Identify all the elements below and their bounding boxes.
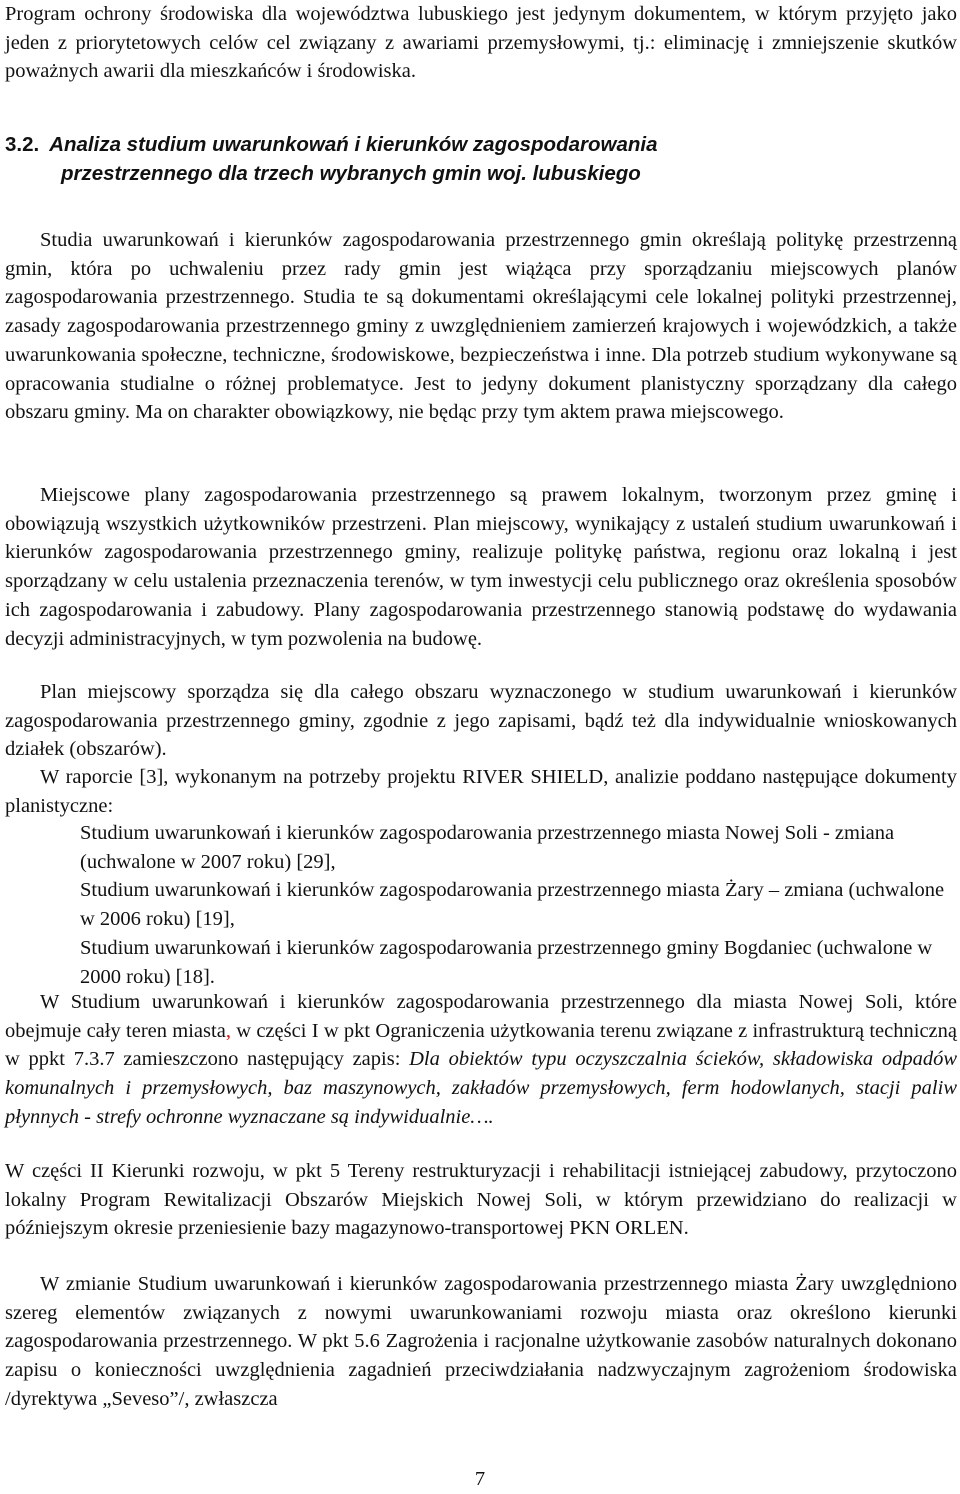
paragraph-studia: Studia uwarunkowań i kierunków zagospodarowania przestrzennego gmin określają politykę przestrzenną gmin, która po uchwaleniu przez rady gmin jest wiążąca przy sporządzaniu miejscowych planów zagospodarowania przestrzennego. Studia te są dokumentami określającymi cele lokalnej polityki przestrzennej, zasady zagospodarowania przestrzennego gminy z uwzględnieniem zamierzeń krajowych i wojewódzkich, a także uwarunkowania społeczne, techniczne, środowiskowe, bezpieczeństwa i inne. Dla potrzeb studium wykonywane są opracowania studialne o różnej problematyce. Jest to jedyny dokument planistyczny sporządzany dla całego obszaru gminy. Ma on charakter obowiązkowy, nie będąc przy tym aktem prawa miejscowego. [5,229,957,424]
quote-ellipsis: …. [470,1105,494,1128]
intro-paragraph: Program ochrony środowiska dla województwa lubuskiego jest jedynym dokumentem, w którym przyjęto jako jeden z priorytetowych celów cel związany z awariami przemysłowymi, tj.: eliminację i zmniejszenie skutków poważnych awarii dla mieszkańców i środowiska. [5,3,957,83]
paragraph-nowa-sol-part-a: W Studium uwarunkowań i kierunków zagospodarowania przestrzennego dla miasta Nowej Soli, które obejmuje cały teren miasta [5,991,957,1042]
red-comma: , [225,1019,231,1042]
paragraph-nowa-sol-part-b: w części I w pkt Ograniczenia użytkowania terenu związane z infrastrukturą techniczną w ppkt 7.3.7 zamieszczono następujący zapis: [5,1019,957,1071]
paragraph-raport: W raporcie [3], wykonanym na potrzeby projektu RIVER SHIELD, analizie poddano następujące dokumenty planistyczne: [5,766,957,817]
list-item: Studium uwarunkowań i kierunków zagospodarowania przestrzennego miasta Żary – zmiana (uchwalone w 2006 roku) [19], [80,879,945,931]
paragraph-plan-miejscowy: Plan miejscowy sporządza się dla całego obszaru wyznaczonego w studium uwarunkowań i kierunków zagospodarowania przestrzennego gminy, zgodnie z jego zapisami, bądź też dla indywidualnie wnioskowanych działek (obszarów). [5,681,957,761]
section-heading [5,131,957,188]
section-title-line1: Analiza studium uwarunkowań i kierunków zagospodarowania [49,133,658,156]
italic-quote: Dla obiektów typu oczyszczalnia ścieków, składowiska odpadów komunalnych i przemysłowych, baz maszynowych, zakładów przemysłowych, ferm hodowlanych, stacji paliw płynnych - strefy ochronne wyznaczane są indywidualnie [5,1048,957,1128]
paragraph-zary: W zmianie Studium uwarunkowań i kierunków zagospodarowania przestrzennego miasta Żary uwzględniono szereg elementów związanych z nowymi uwarunkowaniami rozwoju miasta oraz określono kierunki zagospodarowania przestrzennego. W pkt 5.6 Zagrożenia i racjonalne użytkowanie zasobów naturalnych dokonano zapisu o konieczności uwzględnienia zagadnień przeciwdziałania nadzwyczajnym zagrożeniom środowiska /dyrektywa „Seveso”/, zwłaszcza [5,1273,957,1410]
page-number: 7 [474,1468,486,1490]
list-item: Studium uwarunkowań i kierunków zagospodarowania przestrzennego gminy Bogdaniec (uchwalone w 2000 roku) [18]. [80,936,933,988]
paragraph-czesc-ii: W części II Kierunki rozwoju, w pkt 5 Tereny restrukturyzacji i rehabilitacji istniejącej zabudowy, przytoczono lokalny Program Rewitalizacji Obszarów Miejskich Nowej Soli, w którym przewidziano do realizacji w późniejszym okresie przeniesienie bazy magazynowo-transportowej PKN ORLEN. [5,1160,957,1240]
list-item: Studium uwarunkowań i kierunków zagospodarowania przestrzennego miasta Nowej Soli - zmiana (uchwalone w 2007 roku) [29], [80,822,895,873]
paragraph-miejscowe-plany: Miejscowe plany zagospodarowania przestrzennego są prawem lokalnym, tworzonym przez gminę i obowiązują wszystkich użytkowników przestrzeni. Plan miejscowy, wynikający z ustaleń studium uwarunkowań i kierunków zagospodarowania przestrzennego gminy, realizuje politykę państwa, regionu oraz lokalną i jest sporządzany w celu ustalenia przeznaczenia terenów, w tym inwestycji celu publicznego oraz określenia sposobów ich zagospodarowania i zabudowy. Plany zagospodarowania przestrzennego stanowią podstawę do wydawania decyzji administracyjnych, w tym pozwolenia na budowę. [5,484,957,650]
document-list [80,819,958,991]
paragraph-nowa-sol [5,988,957,1132]
section-title-line2: przestrzennego dla trzech wybranych gmin woj. lubuskiego [61,161,641,185]
section-number: 3.2. [5,133,40,156]
